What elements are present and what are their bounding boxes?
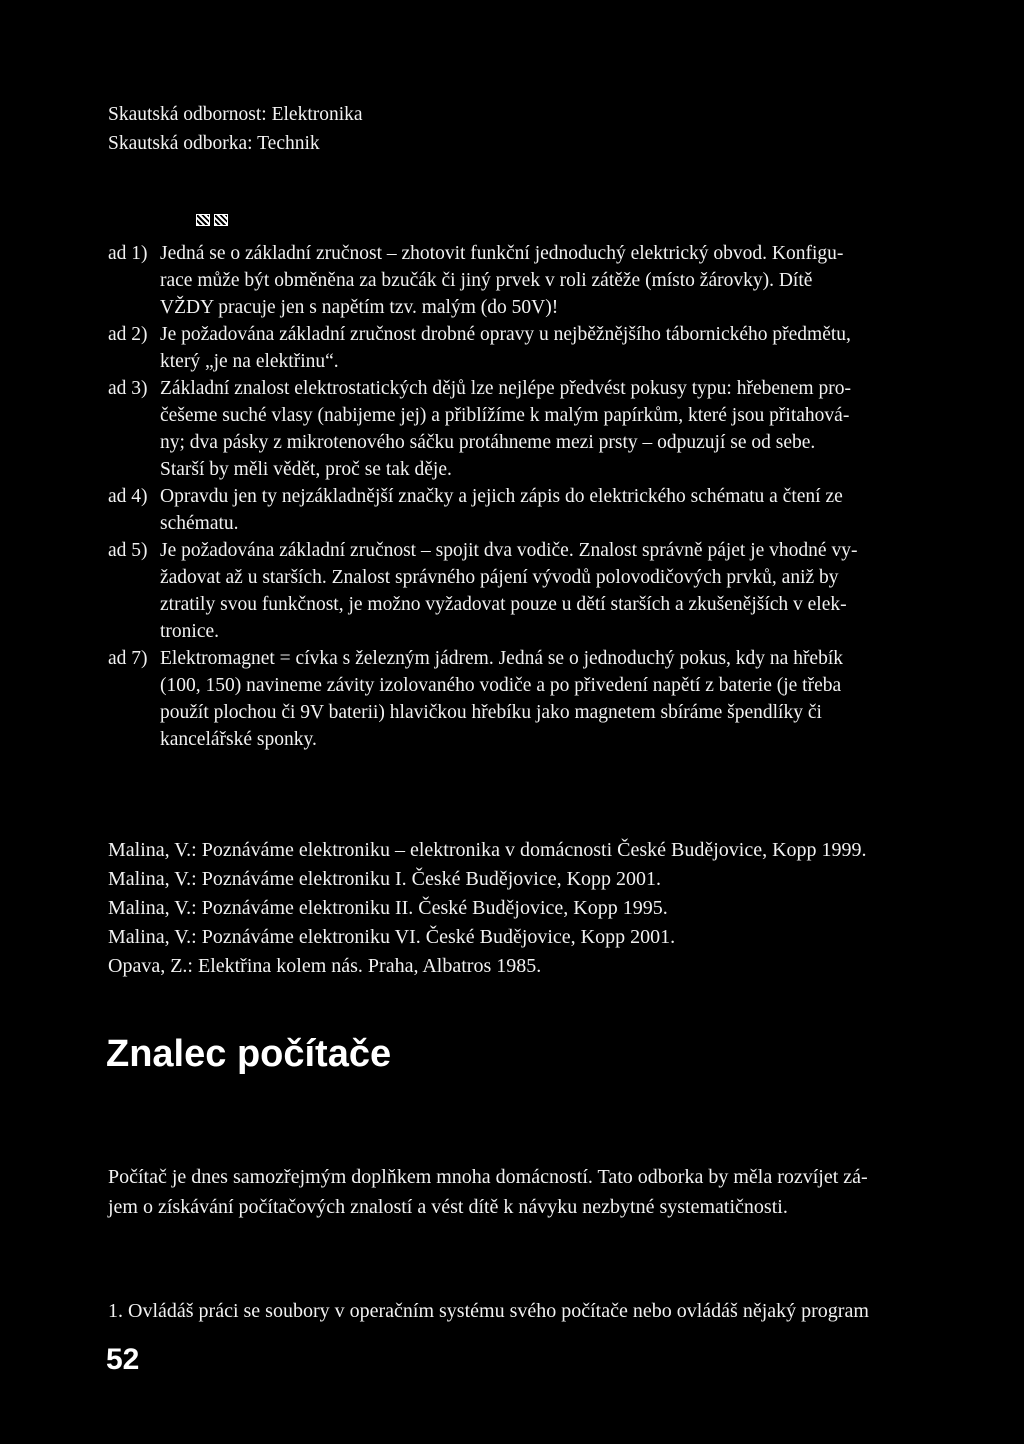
ornament-squares-icon (196, 214, 230, 228)
note-line: tronice. (160, 621, 220, 642)
header-line-odborka: Skautská odborka: Technik (108, 133, 320, 154)
note-line: race může být obměněna za bzučák či jiný prvek v roli zátěže (místo žárovky). Dítě (160, 270, 813, 291)
note-line: Je požadována základní zručnost drobné opravy u nejběžnějšího tábornického předmětu, (160, 324, 851, 345)
note-number: ad 3) (108, 378, 148, 399)
note-text (160, 483, 950, 537)
note-item (108, 321, 950, 375)
reference-item: Opava, Z.: Elektřina kolem nás. Praha, Albatros 1985. (108, 955, 542, 977)
note-item (108, 375, 950, 483)
references-list (108, 836, 950, 981)
intro-line: Počítač je dnes samozřejmým doplňkem mnoha domácností. Tato odborka by měla rozvíjet zá- (108, 1166, 868, 1188)
section-title: Znalec počítače (106, 1033, 392, 1075)
note-line: Je požadována základní zručnost – spojit dva vodiče. Znalost správně pájet je vhodné vy- (160, 540, 858, 561)
note-text (160, 240, 950, 321)
reference-item: Malina, V.: Poznáváme elektroniku – elektronika v domácnosti České Budějovice, Kopp 1999. (108, 839, 867, 861)
note-number: ad 5) (108, 540, 148, 561)
ornament-square-left-icon (196, 214, 210, 226)
note-text (160, 375, 950, 483)
page-header (108, 100, 950, 158)
note-number: ad 7) (108, 648, 148, 669)
note-line: Jedná se o základní zručnost – zhotovit funkční jednoduchý elektrický obvod. Konfigu- (160, 243, 844, 264)
section-intro (108, 1162, 950, 1222)
requirement-list (108, 1296, 950, 1326)
ornament-square-right-icon (214, 214, 228, 226)
note-line: ny; dva pásky z mikrotenového sáčku protáhneme mezi prsty – odpuzují se od sebe. (160, 432, 816, 453)
note-number: ad 2) (108, 324, 148, 345)
note-item (108, 645, 950, 753)
note-line: schématu. (160, 513, 239, 534)
note-text (160, 321, 950, 375)
notes-list (108, 240, 950, 753)
note-line: Základní znalost elektrostatických dějů lze nejlépe předvést pokusy typu: hřebenem pro- (160, 378, 851, 399)
requirement-item: 1. Ovládáš práci se soubory v operačním systému svého počítače nebo ovládáš nějaký program (108, 1300, 869, 1322)
note-item (108, 483, 950, 537)
note-line: Starší by měli vědět, proč se tak děje. (160, 459, 452, 480)
note-line: Elektromagnet = cívka s železným jádrem. Jedná se o jednoduchý pokus, kdy na hřebík (160, 648, 844, 669)
note-number: ad 4) (108, 486, 148, 507)
note-line: VŽDY pracuje jen s napětím tzv. malým (do 50V)! (160, 297, 559, 318)
note-line: (100, 150) navineme závity izolovaného vodiče a po přivedení napětí z baterie (je třeba (160, 675, 842, 696)
note-line: který „je na elektřinu“. (160, 351, 339, 372)
intro-line: jem o získávání počítačových znalostí a vést dítě k návyku nezbytné systematičnosti. (108, 1196, 788, 1218)
note-line: žadovat až u starších. Znalost správného pájení vývodů polovodičových prvků, aniž by (160, 567, 839, 588)
note-line: ztratily svou funkčnost, je možno vyžadovat pouze u dětí starších a zkušenějších v elek- (160, 594, 847, 615)
page-number: 52 (106, 1343, 140, 1376)
note-line: použít plochou či 9V baterii) hlavičkou hřebíku jako magnetem sbíráme špendlíky či (160, 702, 822, 723)
note-text (160, 645, 950, 753)
reference-item: Malina, V.: Poznáváme elektroniku II. České Budějovice, Kopp 1995. (108, 897, 668, 919)
note-item (108, 537, 950, 645)
reference-item: Malina, V.: Poznáváme elektroniku I. České Budějovice, Kopp 2001. (108, 868, 662, 890)
note-item (108, 240, 950, 321)
note-line: češeme suché vlasy (nabijeme jej) a přiblížíme k malým papírkům, které jsou přitahová- (160, 405, 850, 426)
reference-item: Malina, V.: Poznáváme elektroniku VI. České Budějovice, Kopp 2001. (108, 926, 676, 948)
note-line: Opravdu jen ty nejzákladnější značky a jejich zápis do elektrického schématu a čtení ze (160, 486, 843, 507)
note-number: ad 1) (108, 243, 148, 264)
header-line-odbornost: Skautská odbornost: Elektronika (108, 104, 363, 125)
note-line: kancelářské sponky. (160, 729, 317, 750)
note-text (160, 537, 950, 645)
